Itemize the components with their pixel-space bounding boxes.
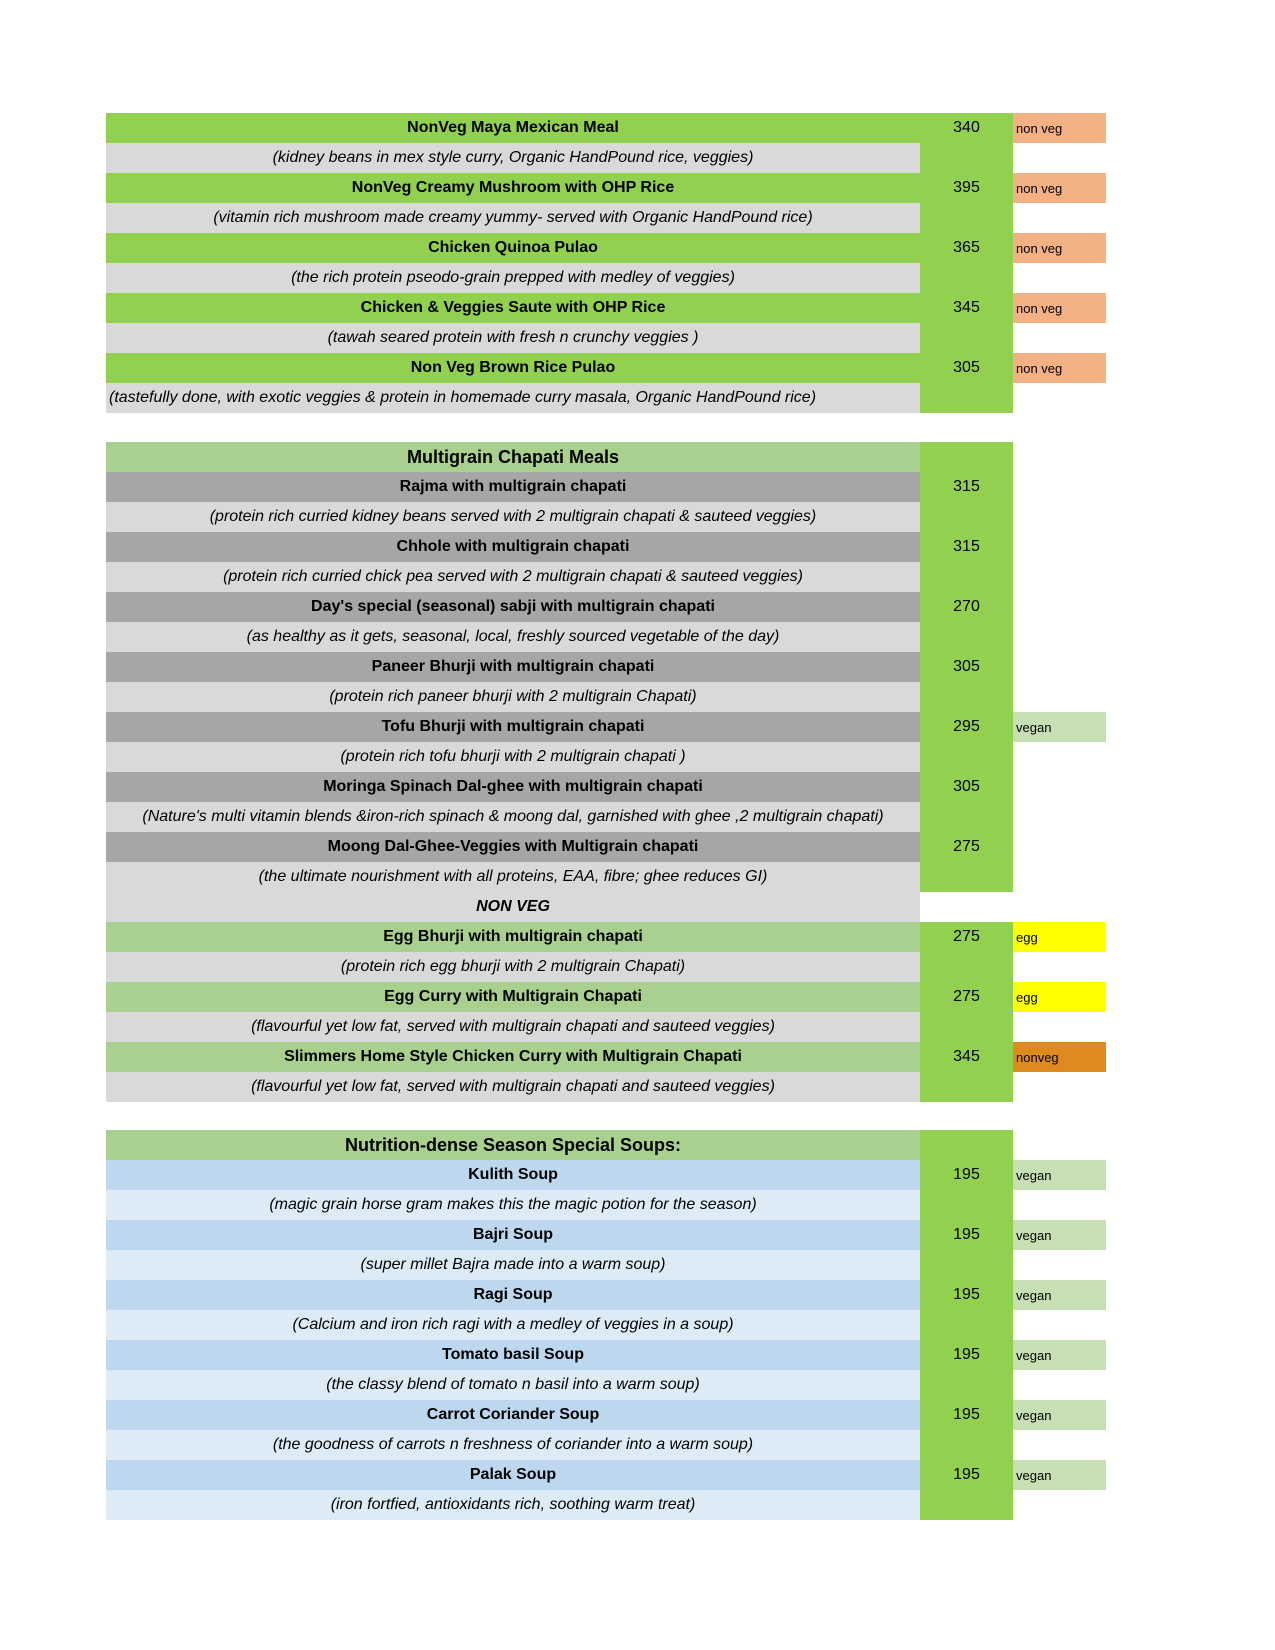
- item-price: 195: [920, 1340, 1013, 1370]
- item-description-row: [106, 742, 1106, 772]
- tag-cell-empty: [1013, 772, 1106, 802]
- item-price: 195: [920, 1460, 1013, 1490]
- menu-item-row: [106, 922, 1106, 952]
- item-price: 275: [920, 982, 1013, 1012]
- tag-cell-empty: [1013, 592, 1106, 622]
- tag-cell-empty: [1013, 263, 1106, 293]
- item-description-row: [106, 143, 1106, 173]
- item-price: 275: [920, 922, 1013, 952]
- price-cell-empty: [920, 892, 1013, 922]
- item-name: Rajma with multigrain chapati: [106, 472, 920, 502]
- item-name: NonVeg Creamy Mushroom with OHP Rice: [106, 173, 920, 203]
- item-description-row: [106, 383, 1106, 413]
- item-name: Tofu Bhurji with multigrain chapati: [106, 712, 920, 742]
- tag-cell-empty: [1013, 802, 1106, 832]
- tag-cell-empty: [1013, 472, 1106, 502]
- tag-cell-empty: [1013, 502, 1106, 532]
- price-cell-empty: [920, 1130, 1013, 1160]
- price-cell-empty: [920, 742, 1013, 772]
- item-name: NonVeg Maya Mexican Meal: [106, 113, 920, 143]
- item-name: Chicken & Veggies Saute with OHP Rice: [106, 293, 920, 323]
- item-description: (kidney beans in mex style curry, Organic HandPound rice, veggies): [106, 143, 920, 173]
- item-description-row: [106, 502, 1106, 532]
- chapati-section: [106, 442, 1106, 1102]
- menu-item-row: [106, 592, 1106, 622]
- tag-cell-empty: [1013, 1012, 1106, 1042]
- item-description-row: [106, 1490, 1106, 1520]
- tag-cell-empty: [1013, 652, 1106, 682]
- item-description-row: [106, 862, 1106, 892]
- price-cell-empty: [920, 682, 1013, 712]
- tag-cell-empty: [1013, 1130, 1106, 1160]
- item-price: 295: [920, 712, 1013, 742]
- item-price: 195: [920, 1160, 1013, 1190]
- menu-item-row: [106, 772, 1106, 802]
- item-description-row: [106, 1072, 1106, 1102]
- item-description: (magic grain horse gram makes this the magic potion for the season): [106, 1190, 920, 1220]
- item-name: Non Veg Brown Rice Pulao: [106, 353, 920, 383]
- diet-tag: vegan: [1013, 1160, 1106, 1190]
- item-description: (the goodness of carrots n freshness of coriander into a warm soup): [106, 1430, 920, 1460]
- item-price: 345: [920, 293, 1013, 323]
- tag-cell-empty: [1013, 622, 1106, 652]
- price-cell-empty: [920, 1490, 1013, 1520]
- item-description: (protein rich egg bhurji with 2 multigrain Chapati): [106, 952, 920, 982]
- item-description-row: [106, 1012, 1106, 1042]
- tag-cell-empty: [1013, 532, 1106, 562]
- item-description: (the classy blend of tomato n basil into a warm soup): [106, 1370, 920, 1400]
- price-cell-empty: [920, 323, 1013, 353]
- menu-item-row: [106, 353, 1106, 383]
- item-description-row: [106, 622, 1106, 652]
- item-name: Day's special (seasonal) sabji with multigrain chapati: [106, 592, 920, 622]
- price-cell-empty: [920, 143, 1013, 173]
- price-cell-empty: [920, 952, 1013, 982]
- item-price: 395: [920, 173, 1013, 203]
- item-price: 365: [920, 233, 1013, 263]
- tag-cell-empty: [1013, 952, 1106, 982]
- tag-cell-empty: [1013, 862, 1106, 892]
- price-cell-empty: [920, 1250, 1013, 1280]
- item-description: (super millet Bajra made into a warm soup): [106, 1250, 920, 1280]
- price-cell-empty: [920, 862, 1013, 892]
- item-description-row: [106, 952, 1106, 982]
- item-description: (the rich protein pseodo-grain prepped with medley of veggies): [106, 263, 920, 293]
- item-description-row: [106, 1310, 1106, 1340]
- subheading: NON VEG: [106, 892, 920, 922]
- tag-cell-empty: [1013, 562, 1106, 592]
- menu-item-row: [106, 1042, 1106, 1072]
- menu-item-row: [106, 1340, 1106, 1370]
- item-name: Paneer Bhurji with multigrain chapati: [106, 652, 920, 682]
- price-cell-empty: [920, 802, 1013, 832]
- item-description-row: [106, 323, 1106, 353]
- diet-tag: vegan: [1013, 712, 1106, 742]
- item-description: (protein rich tofu bhurji with 2 multigrain chapati ): [106, 742, 920, 772]
- item-name: Tomato basil Soup: [106, 1340, 920, 1370]
- item-price: 345: [920, 1042, 1013, 1072]
- tag-cell-empty: [1013, 442, 1106, 472]
- item-name: Moringa Spinach Dal-ghee with multigrain chapati: [106, 772, 920, 802]
- section-title: Nutrition-dense Season Special Soups:: [106, 1130, 920, 1160]
- menu-item-row: [106, 652, 1106, 682]
- menu-item-row: [106, 1220, 1106, 1250]
- price-cell-empty: [920, 1310, 1013, 1340]
- item-name: Carrot Coriander Soup: [106, 1400, 920, 1430]
- price-cell-empty: [920, 1072, 1013, 1102]
- diet-tag: nonveg: [1013, 1042, 1106, 1072]
- diet-tag: vegan: [1013, 1400, 1106, 1430]
- item-price: 305: [920, 353, 1013, 383]
- diet-tag: non veg: [1013, 293, 1106, 323]
- item-description: (protein rich curried chick pea served with 2 multigrain chapati & sauteed veggies): [106, 562, 920, 592]
- item-description: (vitamin rich mushroom made creamy yummy- served with Organic HandPound rice): [106, 203, 920, 233]
- item-description: (Nature's multi vitamin blends &iron-rich spinach & moong dal, garnished with ghee ,2 multigrain chapati): [106, 802, 920, 832]
- diet-tag: non veg: [1013, 113, 1106, 143]
- diet-tag: vegan: [1013, 1280, 1106, 1310]
- tag-cell-empty: [1013, 143, 1106, 173]
- item-name: Palak Soup: [106, 1460, 920, 1490]
- menu-item-row: [106, 233, 1106, 263]
- tag-cell-empty: [1013, 1370, 1106, 1400]
- item-price: 195: [920, 1220, 1013, 1250]
- item-description: (flavourful yet low fat, served with multigrain chapati and sauteed veggies): [106, 1072, 920, 1102]
- item-description-row: [106, 1430, 1106, 1460]
- tag-cell-empty: [1013, 203, 1106, 233]
- price-cell-empty: [920, 622, 1013, 652]
- tag-cell-empty: [1013, 1310, 1106, 1340]
- item-name: Bajri Soup: [106, 1220, 920, 1250]
- menu-item-row: [106, 712, 1106, 742]
- tag-cell-empty: [1013, 1190, 1106, 1220]
- price-cell-empty: [920, 562, 1013, 592]
- item-price: 340: [920, 113, 1013, 143]
- diet-tag: non veg: [1013, 173, 1106, 203]
- price-cell-empty: [920, 502, 1013, 532]
- item-price: 315: [920, 472, 1013, 502]
- item-description-row: [106, 682, 1106, 712]
- item-name: Egg Curry with Multigrain Chapati: [106, 982, 920, 1012]
- price-cell-empty: [920, 263, 1013, 293]
- price-cell-empty: [920, 442, 1013, 472]
- diet-tag: non veg: [1013, 233, 1106, 263]
- item-name: Kulith Soup: [106, 1160, 920, 1190]
- menu-item-row: [106, 982, 1106, 1012]
- tag-cell-empty: [1013, 323, 1106, 353]
- item-name: Moong Dal-Ghee-Veggies with Multigrain chapati: [106, 832, 920, 862]
- item-name: Slimmers Home Style Chicken Curry with Multigrain Chapati: [106, 1042, 920, 1072]
- menu-item-row: [106, 113, 1106, 143]
- item-name: Chicken Quinoa Pulao: [106, 233, 920, 263]
- item-description-row: [106, 1370, 1106, 1400]
- item-price: 195: [920, 1280, 1013, 1310]
- item-price: 305: [920, 772, 1013, 802]
- price-cell-empty: [920, 1190, 1013, 1220]
- item-description-row: [106, 263, 1106, 293]
- tag-cell-empty: [1013, 1072, 1106, 1102]
- menu-item-row: [106, 1280, 1106, 1310]
- price-cell-empty: [920, 383, 1013, 413]
- diet-tag: vegan: [1013, 1460, 1106, 1490]
- nonveg-section: [106, 113, 1106, 413]
- tag-cell-empty: [1013, 1250, 1106, 1280]
- item-description: (iron fortfied, antioxidants rich, soothing warm treat): [106, 1490, 920, 1520]
- item-description: (tawah seared protein with fresh n crunchy veggies ): [106, 323, 920, 353]
- item-name: Chhole with multigrain chapati: [106, 532, 920, 562]
- item-description: (protein rich curried kidney beans served with 2 multigrain chapati & sauteed veggies): [106, 502, 920, 532]
- menu-item-row: [106, 293, 1106, 323]
- item-description: (flavourful yet low fat, served with multigrain chapati and sauteed veggies): [106, 1012, 920, 1042]
- tag-cell-empty: [1013, 892, 1106, 922]
- item-description: (protein rich paneer bhurji with 2 multigrain Chapati): [106, 682, 920, 712]
- menu-item-row: [106, 173, 1106, 203]
- menu-item-row: [106, 832, 1106, 862]
- price-cell-empty: [920, 203, 1013, 233]
- menu-item-row: [106, 1160, 1106, 1190]
- price-cell-empty: [920, 1430, 1013, 1460]
- tag-cell-empty: [1013, 742, 1106, 772]
- item-price: 195: [920, 1400, 1013, 1430]
- item-description-row: [106, 203, 1106, 233]
- tag-cell-empty: [1013, 1430, 1106, 1460]
- section-title-row: [106, 442, 1106, 472]
- item-description-row: [106, 802, 1106, 832]
- item-description: (as healthy as it gets, seasonal, local, freshly sourced vegetable of the day): [106, 622, 920, 652]
- section-title: Multigrain Chapati Meals: [106, 442, 920, 472]
- menu-item-row: [106, 472, 1106, 502]
- diet-tag: egg: [1013, 922, 1106, 952]
- subheading-row: [106, 892, 1106, 922]
- item-description-row: [106, 1250, 1106, 1280]
- menu-item-row: [106, 1400, 1106, 1430]
- item-name: Egg Bhurji with multigrain chapati: [106, 922, 920, 952]
- price-cell-empty: [920, 1012, 1013, 1042]
- diet-tag: vegan: [1013, 1340, 1106, 1370]
- tag-cell-empty: [1013, 682, 1106, 712]
- tag-cell-empty: [1013, 832, 1106, 862]
- item-price: 270: [920, 592, 1013, 622]
- diet-tag: non veg: [1013, 353, 1106, 383]
- item-description: (Calcium and iron rich ragi with a medley of veggies in a soup): [106, 1310, 920, 1340]
- diet-tag: vegan: [1013, 1220, 1106, 1250]
- diet-tag: egg: [1013, 982, 1106, 1012]
- section-title-row: [106, 1130, 1106, 1160]
- item-description-row: [106, 1190, 1106, 1220]
- item-description-row: [106, 562, 1106, 592]
- item-description: (tastefully done, with exotic veggies & protein in homemade curry masala, Organic HandPound rice): [106, 383, 920, 413]
- soup-section: [106, 1130, 1106, 1520]
- item-name: Ragi Soup: [106, 1280, 920, 1310]
- item-description: (the ultimate nourishment with all proteins, EAA, fibre; ghee reduces GI): [106, 862, 920, 892]
- item-price: 305: [920, 652, 1013, 682]
- item-price: 315: [920, 532, 1013, 562]
- menu-item-row: [106, 532, 1106, 562]
- price-cell-empty: [920, 1370, 1013, 1400]
- menu-item-row: [106, 1460, 1106, 1490]
- item-price: 275: [920, 832, 1013, 862]
- tag-cell-empty: [1013, 383, 1106, 413]
- tag-cell-empty: [1013, 1490, 1106, 1520]
